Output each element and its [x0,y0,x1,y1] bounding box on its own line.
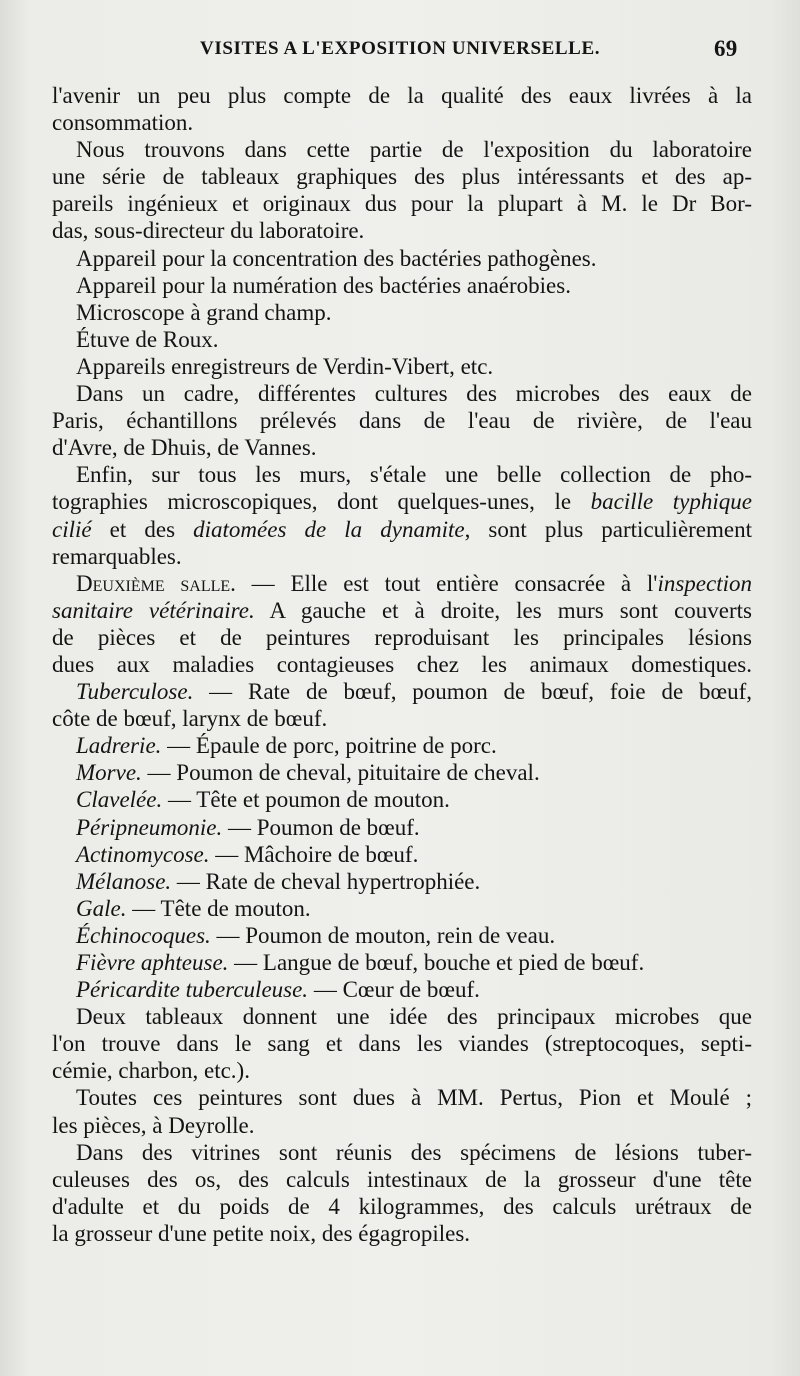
text-line [52,136,752,163]
text-line [52,1193,752,1220]
text-line [52,1166,752,1193]
text-segment: sanitaire vétérinaire. [52,597,255,623]
text-segment: Péripneumonie. [76,814,223,840]
text-line [52,570,752,597]
text-segment: côte de bœuf, larynx de bœuf. [52,706,328,732]
text-line [52,678,752,705]
text-segment: une série de tableaux graphiques des plus intéressants et des ap- [52,164,752,190]
text-line [52,597,752,624]
text-line [52,895,752,922]
text-segment: , sont plus particulièrement [464,516,753,542]
text-segment: — Poumon de cheval, pituitaire de cheval. [141,760,540,786]
text-segment: Ladrerie. [76,733,162,759]
running-title: VISITES A L'EXPOSITION UNIVERSELLE. [200,38,601,59]
text-segment: de pièces et de peintures reproduisant les principales lésions [52,624,752,650]
text-segment: Fièvre aphteuse. [76,950,229,975]
text-line [52,1112,752,1139]
text-segment: bacille typhique [590,489,752,515]
text-segment: Appareil pour la concentration des bactéries pathogènes. [76,245,597,271]
text-segment: et des [91,516,194,542]
text-line [52,109,752,136]
text-segment: — Tête et poumon de mouton. [162,787,450,813]
text-segment: Clavelée. [76,787,163,813]
text-segment: consommation. [52,110,194,136]
text-segment: pareils ingénieux et originaux dus pour la plupart à M. le Dr Bor- [52,191,752,217]
text-line [52,245,752,272]
text-segment: la grosseur d'une petite noix, des égagropiles. [52,1220,471,1246]
text-segment: — Cœur de bœuf. [308,977,480,1003]
text-segment: tographies microscopiques, dont quelques-unes, le [52,489,591,515]
text-line [52,82,752,109]
text-line [52,272,752,299]
text-segment: — Épaule de porc, poitrine de porc. [161,733,497,759]
text-segment: d'adulte et du poids de 4 kilogrammes, des calculs urétraux de [52,1193,752,1219]
text-segment: cémie, charbon, etc.). [52,1058,250,1084]
text-line [52,868,752,895]
text-segment: Nous trouvons dans cette partie de l'exposition du laboratoire [76,137,752,163]
text-line [52,949,752,976]
text-segment: Échinocoques. [76,922,211,948]
text-segment: inspection [657,570,753,596]
text-line [52,190,752,217]
text-segment: A gauche et à droite, les murs sont couverts [254,597,752,623]
text-segment: Étuve de Roux. [76,326,219,352]
text-line [52,786,752,813]
text-line [52,976,752,1003]
text-segment: Enfin, sur tous les murs, s'étale une belle collection de pho- [76,462,752,488]
text-segment: Appareil pour la numération des bactéries anaérobies. [76,272,571,298]
text-segment: Microscope à grand champ. [76,299,332,325]
text-line [52,407,752,434]
text-line [52,299,752,326]
text-segment: Mélanose. [76,868,172,894]
text-segment: diatomées de la dynamite [193,516,465,542]
text-segment: — Poumon de mouton, rein de veau. [210,922,556,948]
text-line [52,705,752,732]
text-segment: Deuxième salle. [76,570,236,596]
text-segment: l'avenir un peu plus compte de la qualité des eaux livrées à la [52,83,752,108]
text-line [52,1220,752,1247]
text-line [52,814,752,841]
text-segment: — Mâchoire de bœuf. [209,841,419,867]
text-segment: dues aux maladies contagieuses chez les animaux domestiques. [52,651,752,677]
text-segment: — Tête de mouton. [126,895,311,921]
text-line [52,326,752,353]
text-line [52,380,752,407]
text-line [52,461,752,488]
text-segment: — Langue de bœuf, bouche et pied de bœuf. [228,950,645,975]
text-line [52,353,752,380]
text-line [52,1139,752,1166]
text-segment: Dans un cadre, différentes cultures des microbes des eaux de [76,381,752,407]
text-segment: Toutes ces peintures sont dues à MM. Pertus, Pion et Moulé ; [76,1085,752,1111]
text-line [52,488,752,515]
text-segment: — Elle est tout entière consacrée à l' [235,570,658,596]
body-text [52,82,752,1247]
text-segment: l'on trouve dans le sang et dans les viandes (streptocoques, septi- [52,1031,752,1057]
text-segment: Paris, échantillons prélevés dans de l'eau de rivière, de l'eau [52,408,752,434]
text-segment: Tuberculose. [76,679,194,705]
text-line [52,624,752,651]
text-segment: — Poumon de bœuf. [222,814,420,840]
text-segment: Actinomycose. [76,841,210,867]
text-segment: culeuses des os, des calculs intestinaux de la grosseur d'une tête [52,1166,752,1192]
text-line [52,217,752,244]
text-segment: les pièces, à Deyrolle. [52,1112,255,1138]
text-line [52,1003,752,1030]
page-header [0,34,800,74]
text-line [52,841,752,868]
text-line [52,543,752,570]
text-line [52,163,752,190]
text-segment: Dans des vitrines sont réunis des spécimens de lésions tuber- [76,1139,752,1165]
text-segment: cilié [52,516,92,542]
text-segment: Appareils enregistreurs de Verdin-Vibert, etc. [76,353,494,379]
text-line [52,1084,752,1111]
text-line [52,1057,752,1084]
text-line [52,1030,752,1057]
text-segment: Gale. [76,895,127,921]
text-line [52,922,752,949]
text-segment: Morve. [76,760,142,786]
text-line [52,516,752,543]
text-line [52,759,752,786]
text-segment: remarquables. [52,543,182,569]
text-segment: Péricardite tuberculeuse. [76,977,309,1003]
text-segment: — Rate de bœuf, poumon de bœuf, foie de bœuf, [193,679,752,705]
text-segment: d'Avre, de Dhuis, de Vannes. [52,435,317,461]
text-line [52,732,752,759]
text-segment: Deux tableaux donnent une idée des principaux microbes que [76,1004,752,1030]
text-line [52,651,752,678]
text-segment: das, sous-directeur du laboratoire. [52,218,365,244]
text-line [52,434,752,461]
page-number: 69 [714,36,738,61]
text-segment: — Rate de cheval hypertrophiée. [171,868,481,894]
